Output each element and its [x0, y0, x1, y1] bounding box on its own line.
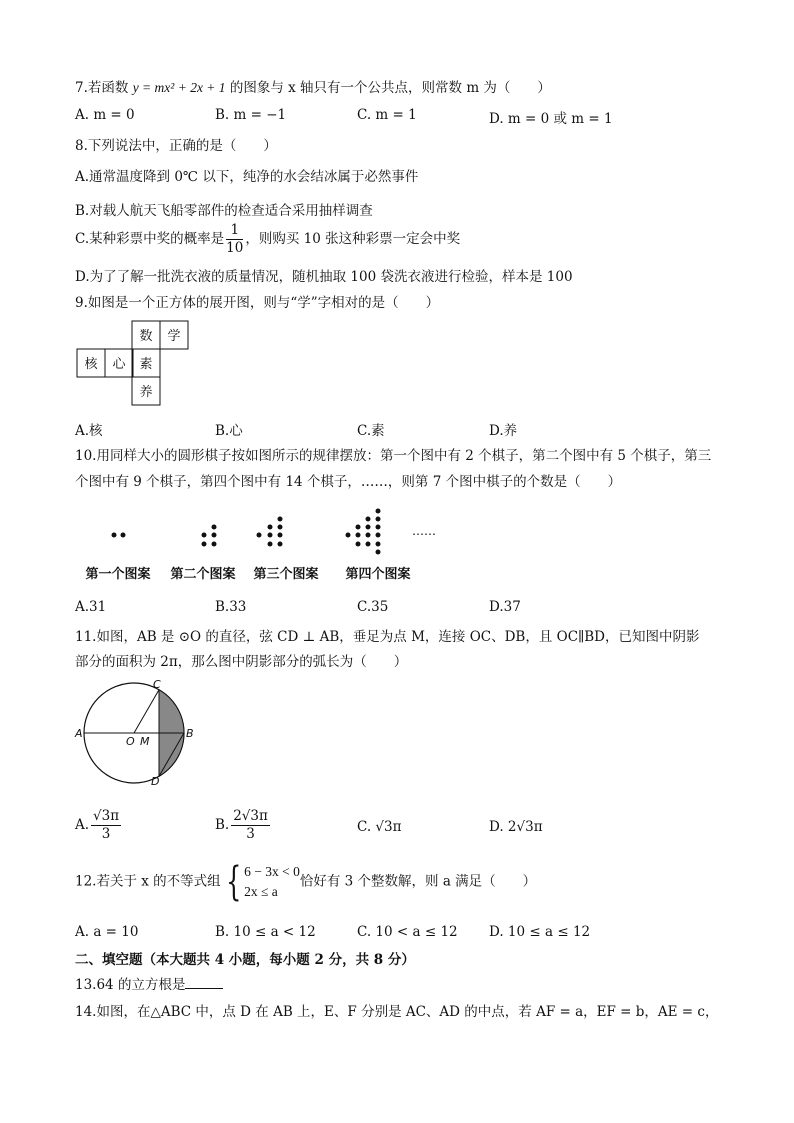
q7-prefix: 7.若函数: [75, 80, 129, 96]
q10-option-c: C.35: [357, 599, 389, 615]
piece: [376, 550, 381, 555]
q12-option-a: A. a = 10: [75, 924, 139, 940]
q7-option-d: D. m = 0 或 m = 1: [489, 111, 613, 127]
q10-option-b: B.33: [215, 599, 247, 615]
q13-stem: [75, 973, 223, 993]
q9-option-c: C.素: [357, 423, 385, 439]
q11-stem-line2: 部分的面积为 2π，那么图中阴影部分的弧长为（ ）: [75, 654, 408, 670]
pattern-caption-4: 第四个图案: [345, 567, 411, 582]
cube-cell-5: 素: [139, 357, 153, 372]
piece: [268, 525, 273, 530]
piece: [121, 533, 126, 538]
piece: [257, 533, 262, 538]
label-m: M: [140, 735, 150, 748]
pattern-caption-2: 第二个图案: [170, 567, 236, 582]
q7-option-c: C. m = 1: [357, 107, 417, 123]
q8-option-b: B.对载人航天飞船零部件的检查适合采用抽样调查: [75, 203, 373, 219]
q7-stem: [75, 76, 551, 96]
cube-cell-1: 数: [139, 329, 153, 344]
q7-equation: y = mx² + 2x + 1: [132, 80, 226, 95]
q12-suffix: 恰好有 3 个整数解，则 a 满足（ ）: [299, 873, 537, 890]
q11-option-c: C. √3π: [357, 819, 402, 835]
piece: [112, 533, 117, 538]
q11-option-a: [75, 808, 123, 843]
piece: [278, 517, 283, 522]
q8-option-c-suffix: ，则购买 10 张这种彩票一定会中奖: [245, 231, 461, 247]
pattern-figure: [76, 505, 436, 585]
pattern-caption-3: 第三个图案: [253, 567, 319, 582]
inequality-2: 2x ≤ a: [244, 884, 278, 899]
piece: [346, 533, 351, 538]
q8-option-a: A.通常温度降到 0℃ 以下，纯净的水会结冰属于必然事件: [75, 169, 419, 185]
q10-option-a: A.31: [75, 599, 107, 615]
q8-option-c-prefix: C.某种彩票中奖的概率是: [75, 231, 225, 247]
q9-stem: 9.如图是一个正方体的展开图，则与“学”字相对的是（ ）: [75, 295, 440, 311]
q8-option-d: D.为了了解一批洗衣液的质量情况，随机抽取 100 袋洗衣液进行检验，样本是 100: [75, 269, 573, 285]
piece: [376, 525, 381, 530]
fraction: [91, 808, 121, 843]
label-a: A: [75, 727, 83, 740]
fraction-denominator: 3: [246, 826, 255, 842]
q14-stem: 14.如图，在△ABC 中，点 D 在 AB 上，E、F 分别是 AC、AD 的中点，若 AF = a，EF = b，AE = c，: [75, 1004, 719, 1020]
q10-stem-line2: 个图中有 9 个棋子，第四个图中有 14 个棋子，……，则第 7 个图中棋子的个数是（ ）: [75, 474, 622, 490]
q10-stem-line1: 10.用同样大小的圆形棋子按如图所示的规律摆放：第一个图中有 2 个棋子，第二个图中有 5 个棋子，第三: [75, 448, 712, 464]
circle-figure: [74, 678, 194, 790]
q11-option-d: D. 2√3π: [489, 819, 543, 835]
piece: [202, 542, 207, 547]
q13-text: 13.64 的立方根是: [75, 977, 186, 993]
fraction-denominator: 10: [226, 240, 244, 256]
inequality-system: [244, 862, 300, 902]
cube-cell-6: 养: [139, 385, 153, 400]
q10-option-d: D.37: [489, 599, 521, 615]
answer-blank: [185, 988, 223, 989]
q12-option-b: B. 10 ≤ a < 12: [215, 924, 316, 940]
q8-stem: 8.下列说法中，正确的是（ ）: [75, 138, 277, 154]
piece: [356, 542, 361, 547]
fraction-numerator: √3π: [93, 808, 120, 824]
piece: [366, 533, 371, 538]
piece: [278, 525, 283, 530]
q11-stem-line1: 11.如图，AB 是 ⊙O 的直径，弦 CD ⊥ AB，垂足为点 M，连接 OC、DB，且 OC∥BD，已知图中阴影: [75, 629, 700, 645]
fraction: [231, 808, 270, 843]
q12-option-c: C. 10 < a ≤ 12: [357, 924, 458, 940]
cube-net-figure: [76, 320, 196, 410]
piece: [366, 542, 371, 547]
q11-option-a-label: A.: [75, 817, 90, 833]
fraction-numerator: 2√3π: [233, 808, 268, 824]
q12-prefix: 12.若关于 x 的不等式组: [75, 873, 221, 890]
q7-option-b: B. m = −1: [215, 107, 287, 123]
cube-cell-4: 心: [112, 357, 126, 372]
q12-stem: [75, 859, 537, 905]
brace-icon: {: [225, 859, 242, 905]
fraction-denominator: 3: [101, 826, 111, 842]
q7-option-a: A. m = 0: [75, 107, 135, 123]
q11-option-b: [215, 808, 272, 843]
piece: [376, 533, 381, 538]
q7-suffix: 的图象与 x 轴只有一个公共点，则常数 m 为（ ）: [229, 80, 551, 96]
piece: [366, 525, 371, 530]
piece: [376, 542, 381, 547]
section-heading: 二、填空题（本大题共 4 小题，每小题 2 分，共 8 分）: [75, 952, 415, 968]
piece: [278, 533, 283, 538]
piece: [212, 533, 217, 538]
q9-option-d: D.养: [489, 423, 518, 439]
pattern-ellipsis: ……: [412, 524, 436, 538]
q11-option-b-label: B.: [215, 817, 230, 833]
piece: [212, 525, 217, 530]
segment-oc: [134, 690, 159, 733]
cube-cell-2: 学: [167, 329, 181, 344]
label-c: C: [153, 678, 161, 691]
q8-option-c: [75, 222, 460, 257]
piece: [366, 517, 371, 522]
q9-option-a: A.核: [75, 423, 103, 439]
pattern-caption-1: 第一个图案: [85, 567, 151, 582]
inequality-1: 6 − 3x < 0: [244, 864, 300, 879]
label-b: B: [186, 727, 194, 740]
label-d: D: [151, 775, 160, 788]
cube-cell-3: 核: [84, 357, 98, 372]
q9-option-b: B.心: [215, 423, 243, 439]
piece: [376, 517, 381, 522]
piece: [212, 542, 217, 547]
fraction: [226, 222, 243, 257]
piece: [376, 509, 381, 514]
piece: [356, 525, 361, 530]
fraction-numerator: 1: [226, 222, 243, 240]
piece: [268, 542, 273, 547]
piece: [202, 533, 207, 538]
piece: [268, 533, 273, 538]
piece: [278, 542, 283, 547]
q12-option-d: D. 10 ≤ a ≤ 12: [489, 924, 591, 940]
label-o: O: [126, 735, 135, 748]
piece: [356, 533, 361, 538]
